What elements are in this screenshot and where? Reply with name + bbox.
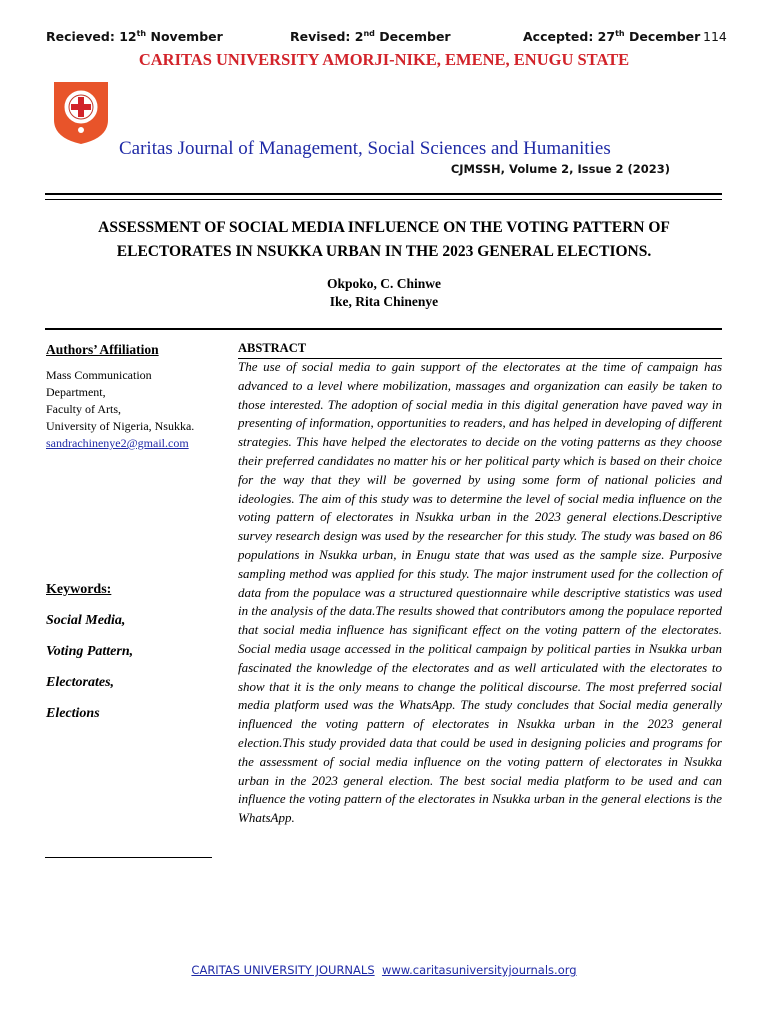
affiliation-heading: Authors’ Affiliation — [46, 342, 159, 357]
header-divider-thick — [45, 193, 722, 195]
header-divider-thin — [45, 199, 722, 200]
university-name: CARITAS UNIVERSITY AMORJI-NIKE, EMENE, ENUGU STATE — [138, 50, 630, 69]
affiliation-line: Department, — [46, 385, 106, 399]
footer-url-link[interactable]: www.caritasuniversityjournals.org — [381, 963, 577, 977]
keyword: Electorates, — [46, 675, 115, 690]
revised-date: Revised: 2nd December — [290, 29, 451, 44]
author-name: Ike, Rita Chinenye — [329, 294, 439, 309]
accepted-date: Accepted: 27th December — [523, 29, 701, 44]
title-divider — [45, 328, 722, 330]
affiliation-block — [46, 367, 216, 452]
abstract-text: The use of social media to gain support of the electorates at the time of campaign has advanced to a level where mobilization, massages and organization can easily be taken to those interested. The adoption of social media in this digital generation have paved way in presenting of information, opportunities to readers, and has helped in developing of different strategies. This have helped the electorates to decide on the voting patterns as they choose their preferred candidates no matter his or her political party which is based on their choice for the way that they will be governed by using some form of national policies and ideologies. The aim of this study was to determine the level of social media influence on the voting pattern of electorates in Nsukka urban in the 2023 general elections.Descriptive survey research design was used by the researcher for this study. The study was based on 86 populations in Nsukka urban, in Enugu state that was used as the sample size. Purposive sampling method was applied for this study. The major instrument used for the collection of data from the populace was a structured questionnaire while descriptive statistics was used in the analysis of the data.The results showed that contributors among the populace reported that social media influence has significant effect on the voting pattern of the electorates. Social media usage accessed in the political campaign by political parties in Nsukka urban fascinated the knowledge of the electorates and as well articulated with the electorates to show that it is the only means to change the political discourse. The most preferred social media platform used was the WhatsApp. The study concludes that Social media generally influenced the voting pattern of electorates in Nsukka urban in the 2023 general election.This study provided data that could be used in designing policies and programs for the assessment of social media influence on the voting pattern of electorates in Nsukka urban in the 2023 general election. The best social media platform to be used and can influence the voting pattern of the electorates in Nsukka urban in the general elections is the WhatsApp. — [238, 359, 722, 826]
journal-title: Caritas Journal of Management, Social Sciences and Humanities — [119, 138, 611, 159]
affiliation-line: Faculty of Arts, — [46, 402, 121, 416]
paper-title: ASSESSMENT OF SOCIAL MEDIA INFLUENCE ON THE VOTING PATTERN OF ELECTORATES IN NSUKKA URBAN IN THE 2023 GENERAL ELECTIONS. — [98, 219, 670, 260]
affiliation-line: University of Nigeria, Nsukka. — [46, 419, 195, 433]
footer-journals-label: CARITAS UNIVERSITY JOURNALS — [191, 963, 375, 977]
university-crest-icon — [52, 80, 110, 146]
affiliation-line: Mass Communication — [46, 368, 152, 382]
keyword: Social Media, — [46, 613, 126, 628]
keywords-heading: Keywords: — [46, 582, 112, 597]
journal-issue: CJMSSH, Volume 2, Issue 2 (2023) — [450, 162, 670, 176]
page-number: 114 — [703, 29, 727, 44]
received-date: Recieved: 12th November — [46, 29, 223, 44]
sidebar-divider — [45, 857, 212, 858]
author-email-link[interactable]: sandrachinenye2@gmail.com — [46, 436, 189, 450]
footer — [0, 963, 768, 977]
author-name: Okpoko, C. Chinwe — [326, 276, 442, 291]
keyword: Voting Pattern, — [46, 644, 134, 659]
abstract-heading: ABSTRACT — [238, 341, 307, 355]
keyword: Elections — [46, 706, 100, 721]
